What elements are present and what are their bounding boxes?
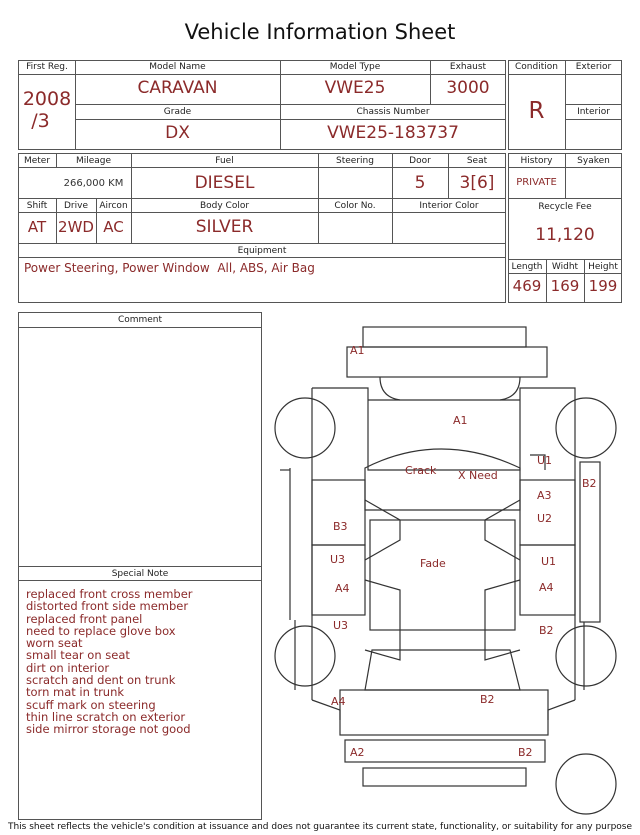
damage-mark-right-front-fender: U1 — [537, 454, 553, 467]
steering-label: Steering — [336, 156, 374, 166]
chassis-value: VWE25-183737 — [327, 123, 459, 143]
chassis-label: Chassis Number — [356, 107, 430, 117]
first-reg-year: 2008 — [22, 88, 72, 110]
damage-mark-left-rear-corner: A4 — [331, 695, 346, 708]
interior-label: Interior — [577, 107, 610, 117]
damage-mark-windshield-crack: Crack — [405, 464, 437, 477]
rear-right-wheel — [556, 626, 616, 686]
first-reg-label: First Reg. — [26, 62, 68, 72]
damage-mark-hood: A1 — [453, 414, 468, 427]
front-left-wheel — [275, 398, 335, 458]
exhaust-label: Exhaust — [449, 62, 487, 72]
damage-mark-right-rear-door-a: U1 — [541, 555, 557, 568]
syaken-label: Syaken — [577, 156, 610, 166]
damage-mark-windshield-xneed: X Need — [458, 469, 498, 482]
meter-label: Meter — [23, 156, 51, 166]
damage-mark-rear-gate: B2 — [480, 693, 495, 706]
length-value: 469 — [512, 277, 542, 295]
model-type-value: VWE25 — [324, 78, 386, 98]
mileage-value: 266,000 KM — [63, 178, 124, 189]
rear-left-wheel — [275, 626, 335, 686]
door-value: 5 — [414, 173, 426, 193]
damage-mark-right-rear-quarter: B2 — [539, 624, 554, 637]
special-note-item: torn mat in trunk — [26, 685, 125, 700]
damage-mark-left-front-door: B3 — [333, 520, 348, 533]
model-name-label: Model Name — [149, 62, 206, 72]
mileage-label: Mileage — [75, 156, 112, 166]
special-note-item: dirt on interior — [26, 660, 110, 675]
special-note-item: side mirror storage not good — [26, 722, 191, 737]
history-label: History — [520, 156, 553, 166]
first-reg-month: /3 — [31, 110, 50, 132]
left-front-door — [312, 480, 365, 545]
condition-value: R — [528, 98, 545, 124]
special-note-item: scuff mark on steering — [26, 697, 156, 712]
special-note-item: thin line scratch on exterior — [26, 709, 186, 724]
damage-mark-left-rear-quarter: U3 — [333, 619, 349, 632]
exterior-label: Exterior — [575, 62, 612, 72]
special-note-item: distorted front side member — [26, 599, 189, 614]
equipment-value: Power Steering, Power Window All, ABS, Air Bag — [24, 261, 315, 275]
rear-gate — [340, 690, 548, 735]
grade-label: Grade — [163, 107, 192, 117]
interior-color-label: Interior Color — [419, 201, 479, 211]
shift-label: Shift — [26, 201, 48, 211]
drive-label: Drive — [64, 201, 88, 211]
comment-label: Comment — [117, 315, 163, 325]
special-note-item: scratch and dent on trunk — [26, 673, 176, 688]
width-label: Widht — [551, 262, 579, 272]
model-type-label: Model Type — [329, 62, 381, 72]
damage-mark-left-rear-door-b: A4 — [335, 582, 350, 595]
history-value: PRIVATE — [516, 177, 557, 188]
special-note-item: replaced front panel — [26, 611, 143, 626]
disclaimer-footer: This sheet reflects the vehicle's condition at issuance and does not guarantee its current state, functionality, or suitability for any purpose — [7, 822, 633, 832]
front-bumper — [347, 347, 547, 377]
body-color-label: Body Color — [199, 201, 250, 211]
damage-mark-right-mirror: B2 — [582, 477, 597, 490]
damage-mark-right-front-pillar: A3 — [537, 489, 552, 502]
damage-mark-roof: Fade — [420, 557, 446, 570]
damage-mark-rear-bumper-left: A2 — [350, 746, 365, 759]
rear-bumper — [345, 740, 545, 762]
seat-label: Seat — [466, 156, 488, 166]
condition-label: Condition — [515, 62, 558, 72]
special-note-item: replaced front cross member — [26, 587, 193, 601]
drive-value: 2WD — [58, 218, 94, 236]
special-note-label: Special Note — [111, 569, 169, 579]
height-label: Height — [588, 262, 618, 272]
equipment-label: Equipment — [237, 246, 287, 256]
damage-mark-front-bumper: A1 — [350, 344, 365, 357]
front-right-wheel — [556, 398, 616, 458]
aircon-value: AC — [103, 218, 124, 236]
special-note-item: need to replace glove box — [26, 623, 176, 638]
shift-value: AT — [27, 218, 47, 236]
spare-wheel — [556, 754, 616, 814]
recycle-fee-label: Recycle Fee — [538, 202, 592, 212]
color-no-label: Color No. — [334, 201, 376, 211]
rear-glass — [365, 650, 520, 690]
fuel-label: Fuel — [215, 156, 234, 166]
roof — [370, 520, 515, 630]
width-value: 169 — [550, 277, 580, 295]
grade-value: DX — [165, 123, 190, 143]
fuel-value: DIESEL — [194, 173, 255, 193]
body-color-value: SILVER — [195, 217, 254, 237]
length-label: Length — [511, 262, 543, 272]
special-note-item: worn seat — [26, 636, 83, 651]
recycle-fee-value: 11,120 — [535, 225, 595, 245]
special-note-item: small tear on seat — [26, 648, 130, 663]
damage-mark-left-rear-door-a: U3 — [330, 553, 346, 566]
front-bumper-top — [363, 327, 526, 347]
damage-mark-rear-bumper-right: B2 — [518, 746, 533, 759]
door-label: Door — [409, 156, 431, 166]
vehicle-damage-diagram — [268, 318, 632, 818]
aircon-label: Aircon — [99, 201, 128, 211]
special-notes-list — [26, 588, 193, 736]
rear-bumper-bottom — [363, 768, 526, 786]
seat-value: 3[6] — [459, 173, 495, 193]
exhaust-value: 3000 — [446, 78, 490, 98]
model-name-value: CARAVAN — [137, 78, 218, 98]
damage-mark-right-rear-door-b: A4 — [539, 581, 554, 594]
height-value: 199 — [588, 277, 618, 295]
page-title: Vehicle Information Sheet — [184, 20, 456, 44]
damage-mark-right-front-door: U2 — [537, 512, 553, 525]
